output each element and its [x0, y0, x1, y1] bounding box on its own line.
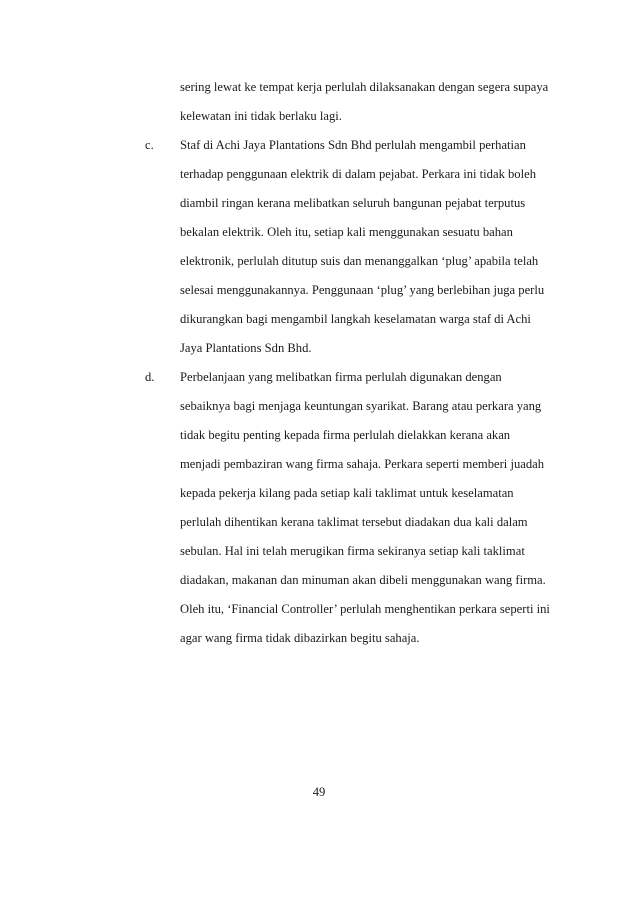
item-d-marker: d. — [145, 370, 155, 384]
page-number: 49 — [312, 785, 326, 799]
item-d-line-8: diadakan, makanan dan minuman akan dibeli menggunakan wang firma. — [180, 573, 546, 587]
continuation-line-1: sering lewat ke tempat kerja perlulah dilaksanakan dengan segera supaya — [180, 80, 549, 94]
item-d-line-6: perlulah dihentikan kerana taklimat tersebut diadakan dua kali dalam — [180, 515, 528, 529]
item-d-line-1: Perbelanjaan yang melibatkan firma perlulah digunakan dengan — [180, 370, 502, 384]
item-c-line-3: diambil ringan kerana melibatkan seluruh bangunan pejabat terputus — [180, 196, 526, 210]
continuation-line-2: kelewatan ini tidak berlaku lagi. — [180, 109, 342, 123]
item-d-line-2: sebaiknya bagi menjaga keuntungan syarikat. Barang atau perkara yang — [180, 399, 542, 413]
item-c-line-2: terhadap penggunaan elektrik di dalam pejabat. Perkara ini tidak boleh — [180, 167, 536, 181]
item-c-marker: c. — [145, 138, 154, 152]
item-d-line-3: tidak begitu penting kepada firma perlulah dielakkan kerana akan — [180, 428, 511, 442]
item-c-line-5: elektronik, perlulah ditutup suis dan menanggalkan ‘plug’ apabila telah — [180, 254, 539, 268]
item-d-line-4: menjadi pembaziran wang firma sahaja. Perkara seperti memberi juadah — [180, 457, 545, 471]
item-d-line-9: Oleh itu, ‘Financial Controller’ perlulah menghentikan perkara seperti ini — [180, 602, 550, 616]
item-c-line-6: selesai menggunakannya. Penggunaan ‘plug’ yang berlebihan juga perlu — [180, 283, 545, 297]
item-d-line-5: kepada pekerja kilang pada setiap kali taklimat untuk keselamatan — [180, 486, 514, 500]
item-c-line-1: Staf di Achi Jaya Plantations Sdn Bhd perlulah mengambil perhatian — [180, 138, 526, 152]
item-c-line-7: dikurangkan bagi mengambil langkah keselamatan warga staf di Achi — [180, 312, 531, 326]
item-c-line-4: bekalan elektrik. Oleh itu, setiap kali menggunakan sesuatu bahan — [180, 225, 513, 239]
item-c-line-8: Jaya Plantations Sdn Bhd. — [180, 341, 312, 355]
item-d-line-7: sebulan. Hal ini telah merugikan firma sekiranya setiap kali taklimat — [180, 544, 525, 558]
item-d-line-10: agar wang firma tidak dibazirkan begitu sahaja. — [180, 631, 420, 645]
